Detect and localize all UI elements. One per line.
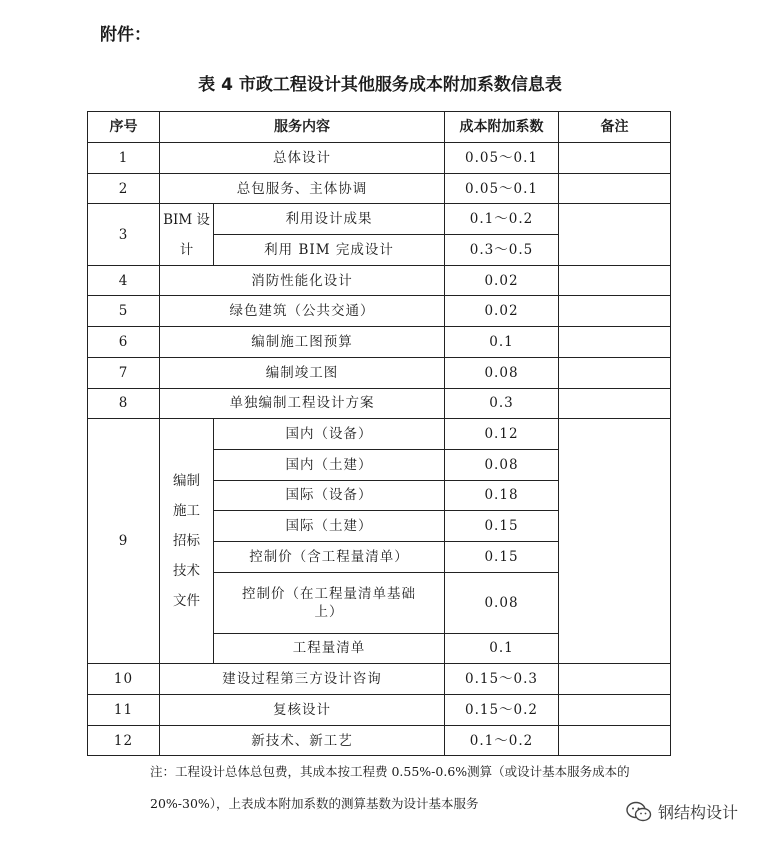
row-remark (559, 388, 671, 419)
header-remark: 备注 (559, 112, 671, 143)
row-content: 利用设计成果 (214, 204, 445, 235)
row-coef: 0.1～0.2 (445, 204, 559, 235)
row-coef: 0.3～0.5 (445, 235, 559, 266)
row-seq: 3 (88, 204, 160, 265)
row-coef: 0.15～0.2 (445, 695, 559, 726)
row-content: 总包服务、主体协调 (160, 173, 445, 204)
row-seq: 6 (88, 327, 160, 358)
row-coef: 0.08 (445, 357, 559, 388)
row-remark (559, 143, 671, 174)
row-group: 编制施工招标技术文件 (160, 419, 214, 664)
row-content: 国际（土建） (214, 511, 445, 542)
row-content: 单独编制工程设计方案 (160, 388, 445, 419)
row-content: 控制价（在工程量清单基础上） (214, 572, 445, 633)
row-seq: 7 (88, 357, 160, 388)
row-coef: 0.1 (445, 327, 559, 358)
row-remark (559, 695, 671, 726)
table-row (88, 725, 671, 756)
header-seq: 序号 (88, 112, 160, 143)
table-header-row (88, 112, 671, 143)
row-seq: 10 (88, 664, 160, 695)
row-content: 总体设计 (160, 143, 445, 174)
table-row (88, 296, 671, 327)
table-row (88, 357, 671, 388)
row-remark (559, 664, 671, 695)
row-coef: 0.02 (445, 265, 559, 296)
row-coef: 0.3 (445, 388, 559, 419)
row-content: 新技术、新工艺 (160, 725, 445, 756)
row-content: 控制价（含工程量清单） (214, 541, 445, 572)
row-content: 国际（设备） (214, 480, 445, 511)
row-content: 国内（设备） (214, 419, 445, 450)
row-content: 工程量清单 (214, 633, 445, 664)
header-coef: 成本附加系数 (445, 112, 559, 143)
row-content: 编制竣工图 (160, 357, 445, 388)
table-row (88, 388, 671, 419)
footnote: 注：工程设计总体总包费，其成本按工程费 0.55%-0.6%测算（或设计基本服务成本的20%-30%），上表成本附加系数的测算基数为设计基本服务 (150, 764, 630, 811)
row-remark (559, 725, 671, 756)
row-coef: 0.05～0.1 (445, 173, 559, 204)
row-content: 建设过程第三方设计咨询 (160, 664, 445, 695)
watermark-text: 钢结构设计 (657, 803, 738, 822)
row-coef: 0.08 (445, 572, 559, 633)
row-seq: 12 (88, 725, 160, 756)
table-title: 表 4 市政工程设计其他服务成本附加系数信息表 (198, 75, 562, 95)
row-remark (559, 419, 671, 664)
row-coef: 0.18 (445, 480, 559, 511)
row-group: BIM 设计 (160, 204, 214, 265)
table-row (88, 204, 671, 235)
row-remark (559, 173, 671, 204)
header-content: 服务内容 (160, 112, 445, 143)
watermark (626, 800, 738, 823)
row-remark (559, 357, 671, 388)
row-coef: 0.1～0.2 (445, 725, 559, 756)
row-content: 编制施工图预算 (160, 327, 445, 358)
table-row (88, 265, 671, 296)
row-remark (559, 204, 671, 265)
row-seq: 11 (88, 695, 160, 726)
row-coef: 0.15～0.3 (445, 664, 559, 695)
row-seq: 2 (88, 173, 160, 204)
row-seq: 9 (88, 419, 160, 664)
row-content: 国内（土建） (214, 449, 445, 480)
row-content: 复核设计 (160, 695, 445, 726)
row-coef: 0.08 (445, 449, 559, 480)
table-row (88, 695, 671, 726)
row-coef: 0.02 (445, 296, 559, 327)
row-seq: 8 (88, 388, 160, 419)
attachment-label: 附件： (100, 25, 151, 45)
row-content: 绿色建筑（公共交通） (160, 296, 445, 327)
row-content: 消防性能化设计 (160, 265, 445, 296)
row-coef: 0.05～0.1 (445, 143, 559, 174)
table-row (88, 327, 671, 358)
row-seq: 5 (88, 296, 160, 327)
row-coef: 0.15 (445, 511, 559, 542)
table-row (88, 419, 671, 450)
coefficient-table (87, 111, 671, 756)
row-seq: 1 (88, 143, 160, 174)
table-row (88, 143, 671, 174)
row-coef: 0.1 (445, 633, 559, 664)
row-coef: 0.15 (445, 541, 559, 572)
table-row (88, 664, 671, 695)
row-content: 利用 BIM 完成设计 (214, 235, 445, 266)
row-seq: 4 (88, 265, 160, 296)
row-coef: 0.12 (445, 419, 559, 450)
wechat-icon (626, 801, 652, 823)
table-row (88, 173, 671, 204)
row-remark (559, 327, 671, 358)
row-remark (559, 296, 671, 327)
row-remark (559, 265, 671, 296)
